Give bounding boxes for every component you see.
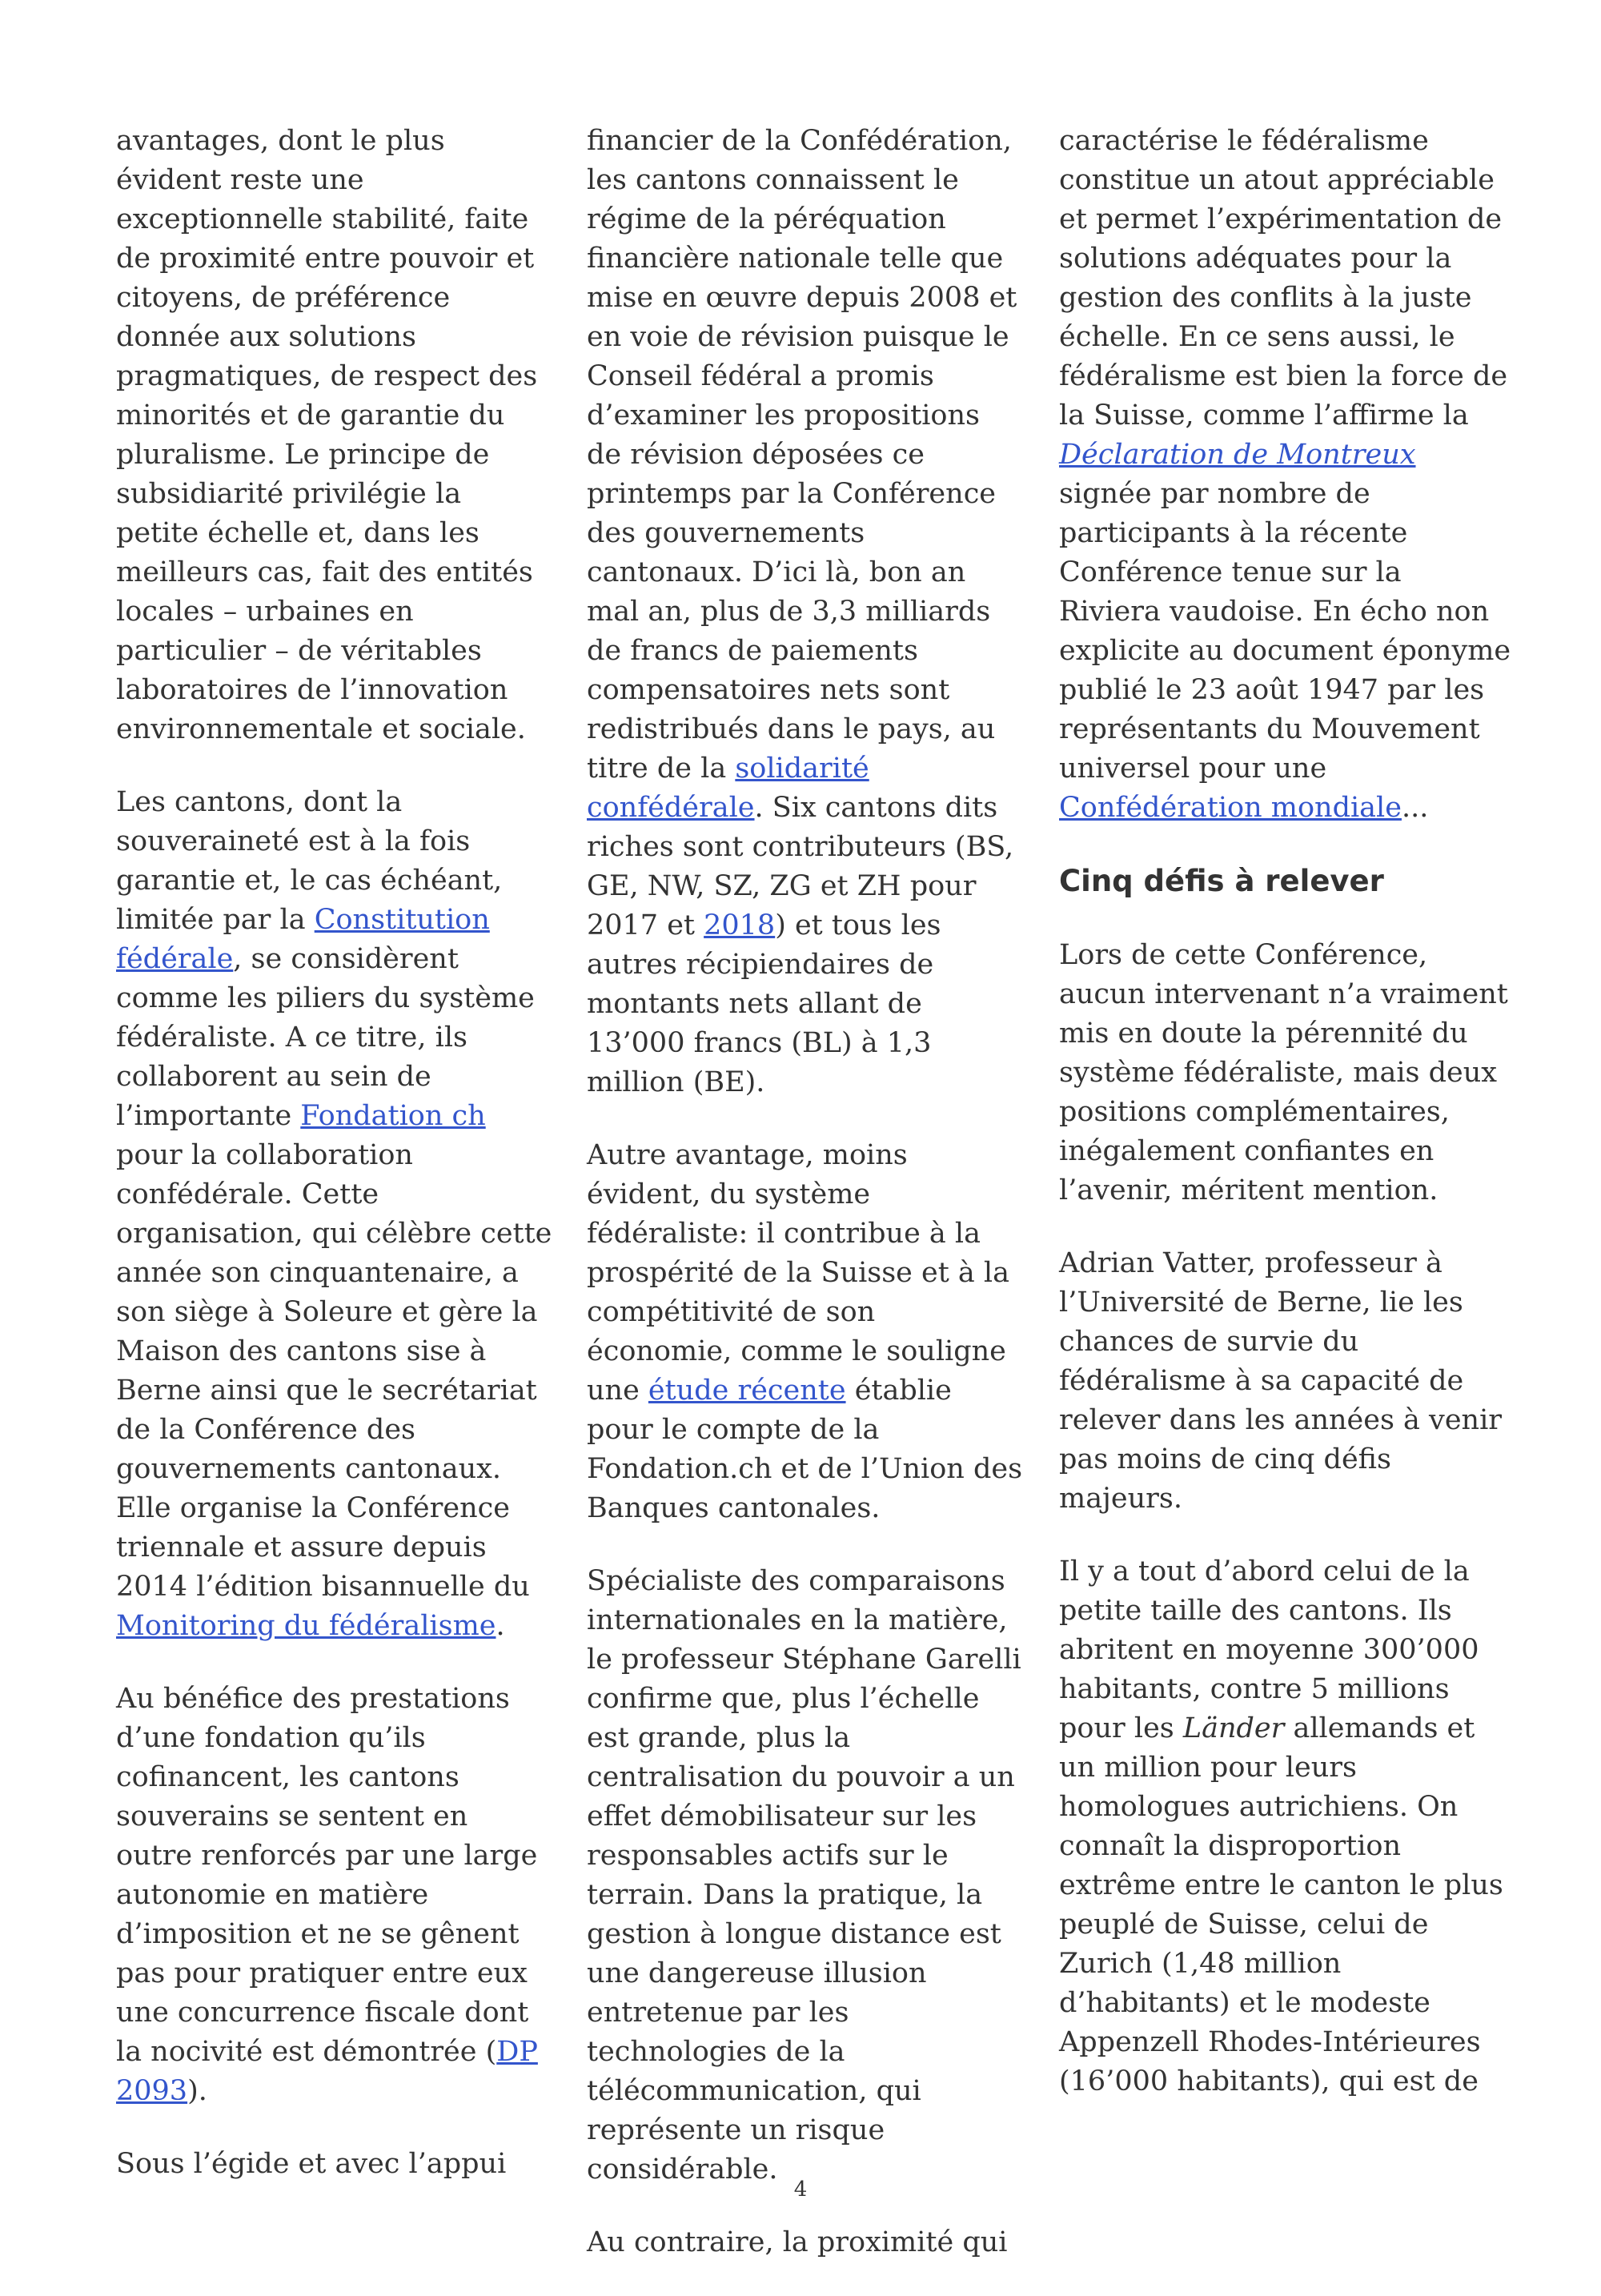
link-dp-2093[interactable]: DP 2093 bbox=[116, 2036, 538, 2107]
paragraph: Lors de cette Conférence, aucun intervenant n’a vraiment mis en doute la pérennité du système fédéraliste, mais deux positions complémentaires, inégalement confiantes en l’avenir, méritent mention. bbox=[1059, 939, 1508, 1206]
paragraph: Autre avantage, moins évident, du système fédéraliste: il contribue à la prospérité de la Suisse et à la compétitivité de son économie, comme le souligne une étude récente établie pour le compte de la Fondation.ch et de l’Union des Banques cantonales. bbox=[587, 1139, 1023, 1524]
column-1 bbox=[116, 122, 552, 2218]
paragraph: Il y a tout d’abord celui de la petite taille des cantons. Ils abritent en moyenne 300’000 habitants, contre 5 millions pour les Länder allemands et un million pour leurs homologues autrichiens. On connaît la disproportion extrême entre le canton le plus peuplé de Suisse, celui de Zurich (1,48 million d’habitants) et le modeste Appenzell Rhodes-Intérieures (16’000 habitants), qui est de bbox=[1059, 1555, 1503, 2097]
page-number: 4 bbox=[793, 2178, 808, 2202]
paragraph: financier de la Confédération, les cantons connaissent le régime de la péréquation financière nationale telle que mise en œuvre depuis 2008 et en voie de révision puisque le Conseil fédéral a promis d’examiner les propositions de révision déposées ce printemps par la Conférence des gouvernements cantonaux. D’ici là, bon an mal an, plus de 3,3 milliards de francs de paiements compensatoires nets sont redistribués dans le pays, au titre de la solidarité confédérale. Six cantons dits riches sont contributeurs (BS, GE, NW, SZ, ZG et ZH pour 2017 et 2018) et tous les autres récipiendaires de montants nets allant de 13’000 francs (BL) à 1,3 million (BE). bbox=[587, 125, 1017, 1098]
paragraph: Sous l’égide et avec l’appui bbox=[116, 2148, 507, 2180]
link-etude-recente[interactable]: étude récente bbox=[648, 1375, 846, 1407]
paragraph: Les cantons, dont la souveraineté est à la fois garantie et, le cas échéant, limitée par la Constitution fédérale, se considèrent comme les piliers du système fédéraliste. A ce titre, ils collaborent au sein de l’importante Fondation ch pour la collaboration confédérale. Cette organisation, qui célèbre cette année son cinquantenaire, a son siège à Soleure et gère la Maison des cantons sise à Berne ainsi que le secrétariat de la Conférence des gouvernements cantonaux. Elle organise la Conférence triennale et assure depuis 2014 l’édition bisannuelle du Monitoring du fédéralisme. bbox=[116, 786, 552, 1642]
paragraph: avantages, dont le plus évident reste une exceptionnelle stabilité, faite de proximité entre pouvoir et citoyens, de préférence donnée aux solutions pragmatiques, de respect des minorités et de garantie du pluralisme. Le principe de subsidiarité privilégie la petite échelle et, dans les meilleurs cas, fait des entités locales – urbaines en particulier – de véritables laboratoires de l’innovation environnementale et sociale. bbox=[116, 125, 538, 745]
link-solidarite-confederale[interactable]: solidarité confédérale bbox=[587, 753, 869, 824]
column-2 bbox=[587, 122, 1023, 2296]
link-monitoring-federalisme[interactable]: Monitoring du fédéralisme bbox=[116, 1610, 496, 1642]
paragraph: caractérise le fédéralisme constitue un atout appréciable et permet l’expérimentation de solutions adéquates pour la gestion des conflits à la juste échelle. En ce sens aussi, le fédéralisme est bien la force de la Suisse, comme l’affirme la Déclaration de Montreux signée par nombre de participants à la récente Conférence tenue sur la Riviera vaudoise. En écho non explicite au document éponyme publié le 23 août 1947 par les représentants du Mouvement universel pour une Confédération mondiale... bbox=[1059, 125, 1511, 824]
link-2018[interactable]: 2018 bbox=[704, 909, 776, 941]
column-3 bbox=[1059, 122, 1511, 2135]
link-confederation-mondiale[interactable]: Confédération mondiale bbox=[1059, 792, 1402, 824]
paragraph: Adrian Vatter, professeur à l’Université de Berne, lie les chances de survie du fédéralisme à sa capacité de relever dans les années à venir pas moins de cinq défis majeurs. bbox=[1059, 1247, 1502, 1515]
paragraph: Spécialiste des comparaisons internationales en la matière, le professeur Stéphane Garelli confirme que, plus l’échelle est grande, plus la centralisation du pouvoir a un effet démobilisateur sur les responsables actifs sur le terrain. Dans la pratique, la gestion à longue distance est une dangereuse illusion entretenue par les technologies de la télécommunication, qui représente un risque considérable. bbox=[587, 1565, 1021, 2186]
paragraph: Au bénéfice des prestations d’une fondation qu’ils cofinancent, les cantons souverains se sentent en outre renforcés par une large autonomie en matière d’imposition et ne se gênent pas pour pratiquer entre eux une concurrence fiscale dont la nocivité est démontrée (DP 2093). bbox=[116, 1683, 538, 2107]
paragraph: Au contraire, la proximité qui bbox=[587, 2226, 1008, 2258]
link-fondation-ch[interactable]: Fondation ch bbox=[300, 1100, 486, 1132]
link-declaration-de-montreux[interactable]: Déclaration de Montreux bbox=[1059, 439, 1416, 471]
section-heading: Cinq défis à relever bbox=[1059, 864, 1384, 898]
link-constitution-federale[interactable]: Constitution fédérale bbox=[116, 904, 490, 975]
